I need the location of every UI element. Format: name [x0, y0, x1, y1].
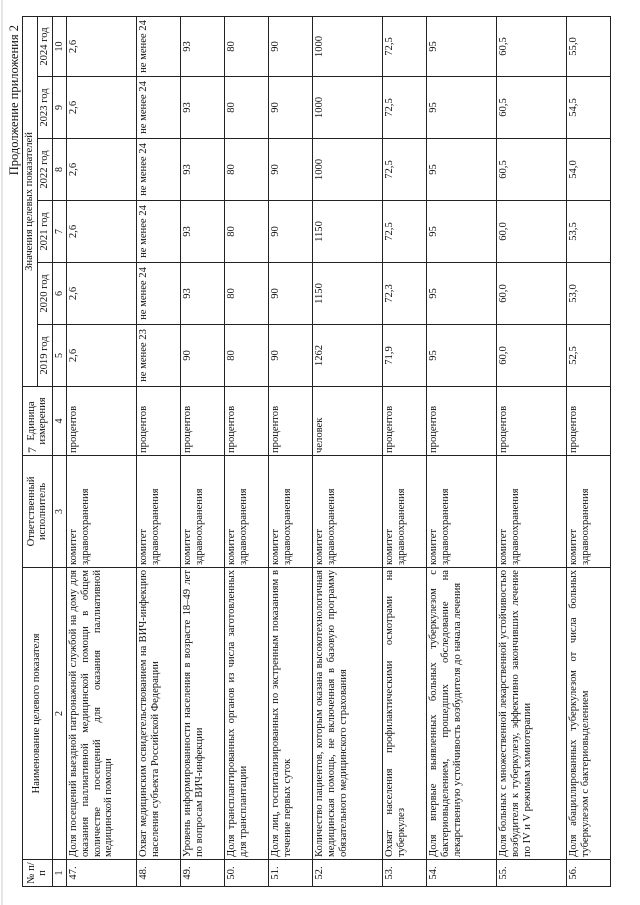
- target-value: 1000: [312, 139, 382, 201]
- target-value: 80: [224, 77, 268, 139]
- target-value: 95: [426, 16, 496, 76]
- target-value: 72,5: [382, 16, 426, 76]
- target-value: 90: [268, 139, 312, 201]
- column-number: 4: [52, 387, 66, 456]
- target-value: 93: [180, 263, 224, 325]
- target-value: не менее 24: [136, 201, 180, 263]
- target-value: 60,5: [496, 139, 566, 201]
- unit-of-measure: процентов: [268, 387, 312, 456]
- responsible-executor: комитет здравоохранения: [426, 456, 496, 568]
- header-num: № п/п: [23, 860, 53, 887]
- row-number: 50.: [224, 860, 268, 887]
- indicator-name: Доля абациллированных туберкулезом от числа больных туберкулезом с бактериовыделением: [566, 568, 610, 860]
- target-value: 93: [180, 139, 224, 201]
- indicators-rows: [66, 16, 610, 886]
- table-row: [382, 16, 426, 886]
- target-value: 95: [426, 139, 496, 201]
- target-value: 2,6: [66, 16, 136, 76]
- indicators-table: [22, 16, 611, 887]
- target-value: 55,0: [566, 16, 610, 76]
- target-value: 60,5: [496, 16, 566, 76]
- target-value: не менее 24: [136, 16, 180, 76]
- target-value: 60,5: [496, 77, 566, 139]
- target-value: 72,3: [382, 263, 426, 325]
- target-value: 95: [426, 77, 496, 139]
- target-value: 53,5: [566, 201, 610, 263]
- target-value: 2,6: [66, 263, 136, 325]
- target-value: 72,5: [382, 77, 426, 139]
- target-value: не менее 24: [136, 139, 180, 201]
- row-number: 51.: [268, 860, 312, 887]
- table-row: [66, 16, 136, 886]
- responsible-executor: комитет здравоохранения: [136, 456, 180, 568]
- target-value: 1262: [312, 325, 382, 387]
- header-year: 2021 год: [37, 201, 52, 263]
- column-number: 2: [52, 568, 66, 860]
- unit-of-measure: процентов: [426, 387, 496, 456]
- responsible-executor: комитет здравоохранения: [66, 456, 136, 568]
- responsible-executor: комитет здравоохранения: [382, 456, 426, 568]
- target-value: 60,0: [496, 325, 566, 387]
- table-row: [180, 16, 224, 886]
- target-value: 2,6: [66, 325, 136, 387]
- header-year: 2023 год: [37, 77, 52, 139]
- unit-of-measure: процентов: [382, 387, 426, 456]
- row-number: 47.: [66, 860, 136, 887]
- table-row: [268, 16, 312, 886]
- column-number: 10: [52, 16, 66, 76]
- indicator-name: Количество пациентов, которым оказана высокотехнологичная медицинская помощь, не включенная в базовую программу обязательного медицинского страхования: [312, 568, 382, 860]
- target-value: не менее 23: [136, 325, 180, 387]
- table-row: [224, 16, 268, 886]
- target-value: 1150: [312, 201, 382, 263]
- header-year: 2022 год: [37, 139, 52, 201]
- target-value: 93: [180, 16, 224, 76]
- scan-edge-rule: [1, 0, 3, 905]
- target-value: 60,0: [496, 263, 566, 325]
- target-value: 93: [180, 201, 224, 263]
- table-row: [566, 16, 610, 886]
- column-number: 1: [52, 860, 66, 887]
- row-number: 49.: [180, 860, 224, 887]
- target-value: 2,6: [66, 139, 136, 201]
- target-value: 80: [224, 16, 268, 76]
- target-value: 90: [180, 325, 224, 387]
- header-name: Наименование целевого показателя: [23, 568, 53, 860]
- column-number: 9: [52, 77, 66, 139]
- row-number: 55.: [496, 860, 566, 887]
- target-value: 95: [426, 325, 496, 387]
- table-row: [136, 16, 180, 886]
- responsible-executor: комитет здравоохранения: [180, 456, 224, 568]
- responsible-executor: комитет здравоохранения: [268, 456, 312, 568]
- indicator-name: Уровень информированности населения в возрасте 18–49 лет по вопросам ВИЧ-инфекции: [180, 568, 224, 860]
- unit-of-measure: процентов: [66, 387, 136, 456]
- column-number: 6: [52, 263, 66, 325]
- target-value: 71,9: [382, 325, 426, 387]
- table-row: [426, 16, 496, 886]
- target-value: не менее 24: [136, 77, 180, 139]
- indicator-name: Охват медицинским освидетельствованием на ВИЧ-инфекцию населения субъекта Российской Федерации: [136, 568, 180, 860]
- column-number: 7: [52, 201, 66, 263]
- indicator-name: Доля больных с множественной лекарственной устойчивостью возбудителя к туберкулезу, эффективно закончивших лечение по IV и V режимам химиотерапии: [496, 568, 566, 860]
- row-number: 53.: [382, 860, 426, 887]
- header-values: Значения целевых показателей: [23, 16, 38, 386]
- target-value: 2,6: [66, 77, 136, 139]
- target-value: 54,5: [566, 77, 610, 139]
- target-value: 52,5: [566, 325, 610, 387]
- unit-of-measure: процентов: [180, 387, 224, 456]
- target-value: 1150: [312, 263, 382, 325]
- responsible-executor: комитет здравоохранения: [496, 456, 566, 568]
- target-value: 80: [224, 139, 268, 201]
- target-value: 72,5: [382, 201, 426, 263]
- target-value: 90: [268, 16, 312, 76]
- indicator-name: Охват населения профилактическими осмотрами на туберкулез: [382, 568, 426, 860]
- table-row: [312, 16, 382, 886]
- target-value: 80: [224, 325, 268, 387]
- target-value: 95: [426, 201, 496, 263]
- header-unit: Единица измерения: [23, 387, 53, 456]
- page-number: 7: [25, 447, 39, 453]
- target-value: 90: [268, 77, 312, 139]
- unit-of-measure: процентов: [566, 387, 610, 456]
- responsible-executor: комитет здравоохранения: [566, 456, 610, 568]
- unit-of-measure: процентов: [136, 387, 180, 456]
- target-value: 90: [268, 201, 312, 263]
- target-value: 93: [180, 77, 224, 139]
- table-row: [496, 16, 566, 886]
- unit-of-measure: человек: [312, 387, 382, 456]
- unit-of-measure: процентов: [496, 387, 566, 456]
- target-value: 90: [268, 325, 312, 387]
- target-value: 95: [426, 263, 496, 325]
- target-value: 1000: [312, 16, 382, 76]
- target-value: 2,6: [66, 201, 136, 263]
- target-value: не менее 24: [136, 263, 180, 325]
- indicator-name: Доля лиц, госпитализированных по экстренным показаниям в течение первых суток: [268, 568, 312, 860]
- indicator-name: Доля посещений выездной патронажной службой на дому для оказания паллиативной медицинской помощи в общем количестве посещений для оказания паллиативной медицинской помощи: [66, 568, 136, 860]
- responsible-executor: комитет здравоохранения: [312, 456, 382, 568]
- column-number: 5: [52, 325, 66, 387]
- header-executor: Ответственный исполнитель: [23, 456, 53, 568]
- target-value: 80: [224, 201, 268, 263]
- column-number: 3: [52, 456, 66, 568]
- column-number: 8: [52, 139, 66, 201]
- header-year: 2020 год: [37, 263, 52, 325]
- target-value: 1000: [312, 77, 382, 139]
- row-number: 56.: [566, 860, 610, 887]
- target-value: 54,0: [566, 139, 610, 201]
- responsible-executor: комитет здравоохранения: [224, 456, 268, 568]
- indicator-name: Доля трансплантированных органов из числа заготовленных для трансплантации: [224, 568, 268, 860]
- header-year: 2019 год: [37, 325, 52, 387]
- row-number: 54.: [426, 860, 496, 887]
- unit-of-measure: процентов: [224, 387, 268, 456]
- target-value: 72,5: [382, 139, 426, 201]
- indicator-name: Доля впервые выявленных больных туберкулезом с бактериовыделением, прошедших обследование на лекарственную устойчивость возбудителя до начала лечения: [426, 568, 496, 860]
- header-year: 2024 год: [37, 16, 52, 76]
- row-number: 48.: [136, 860, 180, 887]
- target-value: 53,0: [566, 263, 610, 325]
- continuation-label: Продолжение приложения 2: [7, 25, 21, 176]
- target-value: 60,0: [496, 201, 566, 263]
- target-value: 80: [224, 263, 268, 325]
- row-number: 52.: [312, 860, 382, 887]
- target-value: 90: [268, 263, 312, 325]
